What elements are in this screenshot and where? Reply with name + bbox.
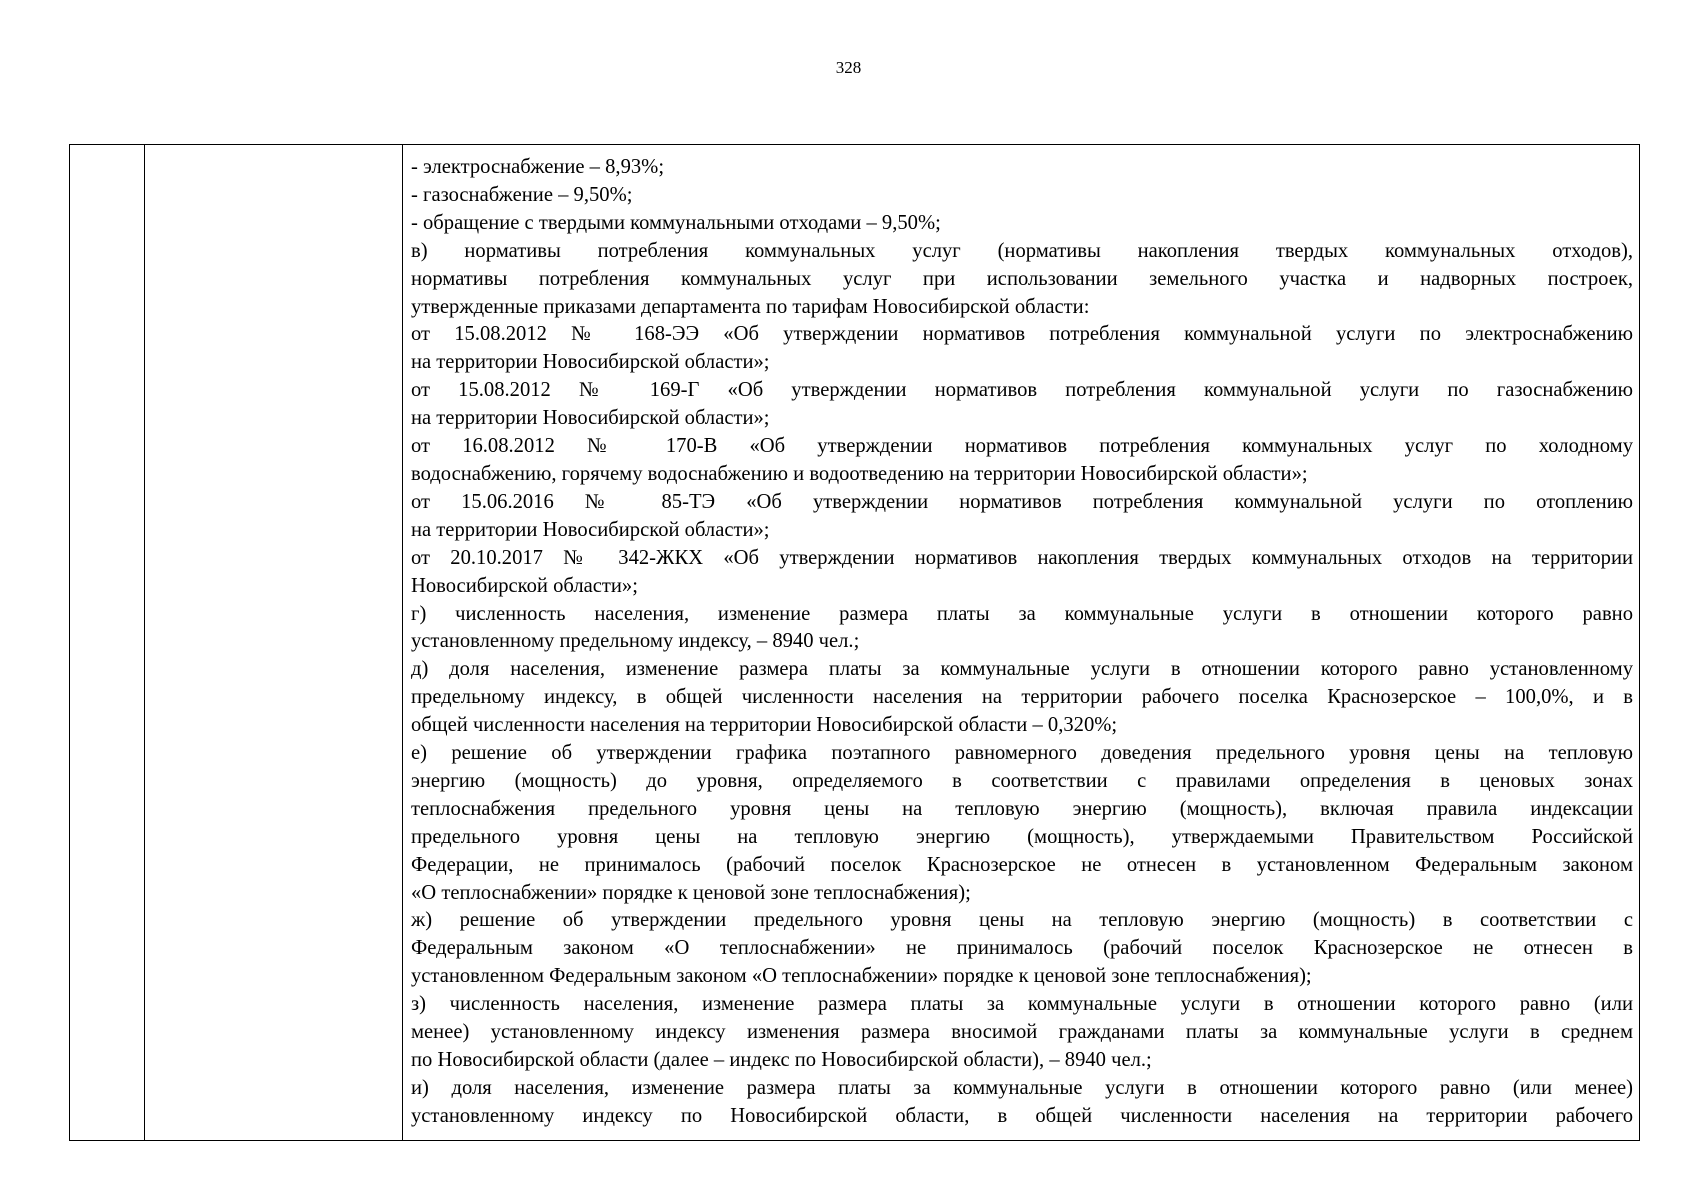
text-line: Федеральным законом «О теплоснабжении» не принималось (рабочий поселок Краснозерское не отнесен в [411,937,1633,960]
text-line: г) численность населения, изменение размера платы за коммунальные услуги в отношении которого равно [411,602,1633,625]
text-line: от 15.08.2012 № 168-ЭЭ «Об утверждении нормативов потребления коммунальной услуги по электроснабжению [411,323,1633,346]
text-line: энергию (мощность) до уровня, определяемого в соответствии с правилами определения в ценовых зонах [411,769,1633,792]
text-line: от 15.08.2012 № 169-Г «Об утверждении нормативов потребления коммунальной услуги по газоснабжению [411,379,1633,402]
text-line: на территории Новосибирской области»; [411,518,770,541]
text-line: менее) установленному индексу изменения размера вносимой гражданами платы за коммунальные услуги в среднем [411,1021,1633,1044]
text-line: Новосибирской области»; [411,574,638,597]
text-line: установленному индексу по Новосибирской области, в общей численности населения на территории рабочего [411,1104,1633,1127]
text-line: - электроснабжение – 8,93%; [411,156,665,178]
text-line: от 20.10.2017 № 342-ЖКХ «Об утверждении нормативов накопления твердых коммунальных отходов на территории [411,546,1633,569]
text-line: теплоснабжения предельного уровня цены на тепловую энергию (мощность), включая правила индексации [411,797,1633,820]
text-line: з) численность населения, изменение размера платы за коммунальные услуги в отношении которого равно (или [411,993,1633,1016]
page-number: 328 [835,58,862,77]
text-line: в) нормативы потребления коммунальных услуг (нормативы накопления твердых коммунальных отходов), [411,239,1633,262]
text-line: - газоснабжение – 9,50%; [411,183,633,206]
document-table [69,144,1640,1141]
text-line: установленном Федеральным законом «О теплоснабжении» порядке к ценовой зоне теплоснабжения); [411,965,1312,988]
text-line: предельному индексу, в общей численности населения на территории рабочего поселка Краснозерское – 100,0%, и в [411,686,1633,709]
text-line: ж) решение об утверждении предельного уровня цены на тепловую энергию (мощность) в соответствии с [411,909,1633,932]
text-line: - обращение с твердыми коммунальными отходами – 9,50%; [411,211,941,234]
text-line: Федерации, не принималось (рабочий поселок Краснозерское не отнесен в установленном Федеральным законом [411,853,1633,876]
table-cell-name [145,145,403,1140]
text-line: предельного уровня цены на тепловую энергию (мощность), утверждаемыми Правительством Российской [411,825,1633,848]
text-line: установленному предельному индексу, – 8940 чел.; [411,630,860,653]
text-line: е) решение об утверждении графика поэтапного равномерного доведения предельного уровня цены на тепловую [411,742,1633,765]
text-line: по Новосибирской области (далее – индекс по Новосибирской области), – 8940 чел.; [411,1049,1152,1071]
text-line: на территории Новосибирской области»; [411,351,770,374]
text-line: и) доля населения, изменение размера платы за коммунальные услуги в отношении которого равно (или менее) [411,1076,1633,1099]
text-line: от 15.06.2016 № 85-ТЭ «Об утверждении нормативов потребления коммунальной услуги по отоплению [411,490,1633,513]
text-line: общей численности населения на территории Новосибирской области – 0,320%; [411,714,1118,737]
text-line: «О теплоснабжении» порядке к ценовой зоне теплоснабжения); [411,881,971,904]
text-line: водоснабжению, горячему водоснабжению и водоотведению на территории Новосибирской области»; [411,462,1308,485]
table-cell-content [403,145,1639,1140]
text-line: утвержденные приказами департамента по тарифам Новосибирской области: [411,295,1090,318]
table-cell-number [70,145,145,1140]
text-line: на территории Новосибирской области»; [411,407,770,430]
text-line: нормативы потребления коммунальных услуг при использовании земельного участка и надворных построек, [411,267,1633,290]
text-line: от 16.08.2012 № 170-В «Об утверждении нормативов потребления коммунальных услуг по холодному [411,435,1633,458]
text-line: д) доля населения, изменение размера платы за коммунальные услуги в отношении которого равно установленному [411,658,1633,681]
